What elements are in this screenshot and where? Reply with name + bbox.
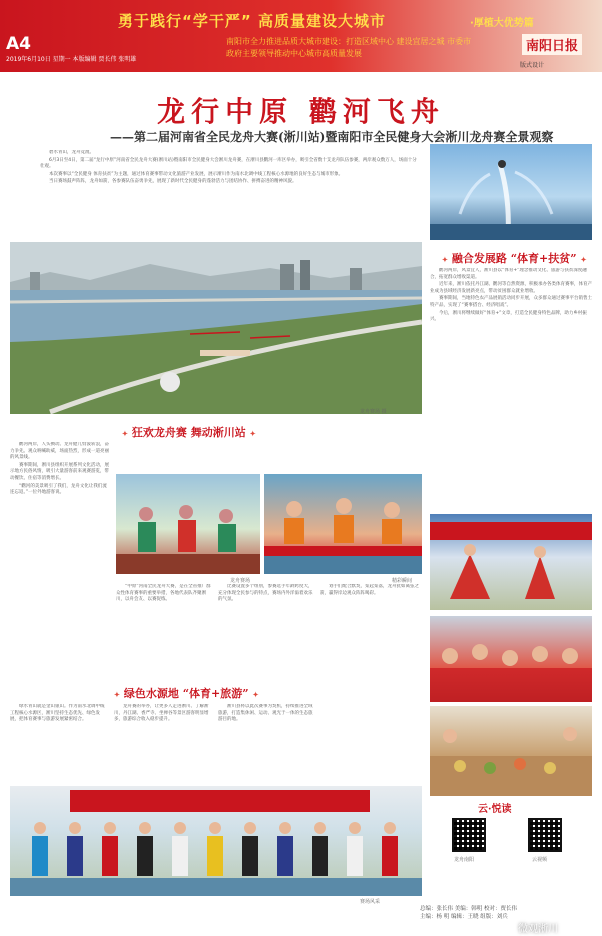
- athletes-illustration: [116, 474, 260, 574]
- carnival-paragraph: 鹳河两岸，人头攒动。龙舟健儿劈波斩浪，奋力争先。观众呐喊助威，场面热烈，形成一道亮丽的风景线。: [10, 442, 109, 461]
- page-subheadline: ——第二届河南省全民龙舟大赛(淅川站)暨南阳市全民健身大会淅川龙舟赛全景观察: [110, 130, 554, 144]
- integration-paragraph: 今后，淅川将继续做好“体育+”文章，打造全民健身特色品牌，助力乡村振兴。: [430, 310, 587, 323]
- decor-icon: ✦: [252, 690, 259, 699]
- section-title-carnival: ✦ 狂欢龙舟赛 舞动淅川站 ✦: [122, 426, 256, 439]
- masthead-tag: ·厚植大优势篇: [470, 18, 534, 29]
- mid-text-col1: [116, 584, 214, 676]
- rowers-photo: [264, 474, 422, 574]
- section-title-integration: ✦ 融合发展路 “体育+扶贫” ✦: [442, 252, 587, 265]
- integration-paragraph: 鹳河两岸，风景宜人，淅川县以“体育+”理念推动文化、旅游与扶贫深度融合，拓宽群众增收渠道。: [430, 268, 587, 280]
- carnival-paragraph: 赛事期间，淅川县组织开展系列文化活动，展示地方民俗风情，吸引大量游客前来观赛游览，带动餐饮、住宿等消费增长。: [10, 462, 109, 481]
- qr-code-right[interactable]: [528, 818, 562, 852]
- page-number: A4: [6, 34, 31, 54]
- integration-paragraph: 近年来，淅川依托丹江湖、鹳河等自然资源，积极承办各类体育赛事，体育产业成为县域经济发展新亮点，带动贫困群众就业增收。: [430, 282, 592, 294]
- rowers-illustration: [264, 474, 422, 574]
- newspaper-logo: 南阳日报: [522, 34, 582, 55]
- intro-lead: 碧水青山，龙舟竞渡。: [49, 150, 94, 155]
- athletes-credit: 龙舟赛场: [230, 578, 251, 584]
- carnival-text: [10, 442, 110, 652]
- masthead-subtext: 南阳市全力推进品质大城市建设：打造区域中心 建设宜居之城 市委市政府主要领导推动中心城市高质量发展: [226, 37, 472, 58]
- mid-paragraph: 比赛设置多个组别，参赛选手年龄跨度大，充分体现全民参与的特点，赛场内外洋溢着欢乐的气氛。: [218, 584, 313, 603]
- page-headline: 龙行中原 鹳河飞舟: [157, 95, 445, 128]
- qr-code-left[interactable]: [452, 818, 486, 852]
- masthead: [0, 0, 602, 72]
- decor-icon: ✦: [580, 255, 587, 264]
- section-title-cloud: 云·悦读: [478, 804, 512, 815]
- section-title-green: ✦ 绿色水源地 “体育+旅游” ✦: [114, 687, 259, 700]
- decor-icon: ✦: [249, 429, 256, 438]
- crowd-photo: [430, 616, 592, 702]
- team-credit: 赛场风采: [360, 899, 381, 905]
- panorama-photo: [10, 242, 422, 414]
- edition-label: 版式设计: [520, 62, 545, 69]
- green-paragraph: 绿水青山就是金山银山。作为南水北调中线工程核心水源区，淅川坚持生态优先、绿色发展，把体育赛事与旅游发展紧密结合。: [10, 704, 105, 723]
- team-photo: [10, 786, 422, 896]
- market-photo: [430, 706, 592, 796]
- river-scene-illustration: [10, 242, 422, 414]
- mid-paragraph: 划手们配合默契，桨起桨落，龙舟犹如离弦之箭，赢得岸边观众阵阵喝彩。: [320, 584, 419, 596]
- crowd-illustration: [430, 616, 592, 702]
- rowers-credit: 精彩瞬间: [392, 578, 413, 584]
- intro-paragraph: 本次赛事以“全民健身 体育扶贫”为主题，通过体育赛事带动文化旅游产业发展，展示淅川作为南水北调中线工程核心水源地的良好生态与城市形象。: [49, 171, 344, 177]
- mid-paragraph: “中原”河南全民龙舟大赛，是在全省推广群众性体育赛事的重要举措，各地代表队齐聚淅川，以舟会友、以赛促练。: [116, 584, 211, 603]
- green-paragraph: 淅川县将以此次赛事为契机，持续推进全域旅游，打造集休闲、运动、观光于一体的生态旅游目的地。: [218, 704, 313, 723]
- issue-meta: 2019年6月10日 星期一 本版编辑 贾长伟 张明雄: [6, 56, 137, 63]
- watermark: 微观淅川: [518, 924, 558, 935]
- integration-paragraph: 赛事期间，当地特色农产品展销活动同步开展，众多群众通过赛事平台销售土特产品，实现了“赛事搭台、经济唱戏”。: [430, 296, 592, 308]
- qr-right-label: 云视频: [532, 857, 548, 863]
- decor-icon: ✦: [114, 690, 120, 699]
- dance-illustration: [430, 514, 592, 610]
- intro-text: [40, 150, 420, 238]
- intro-paragraph: 6月3日至4日，第二届“龙行中原”河南省全民龙舟大赛(淅川站)暨南阳市全民健身大会淅川龙舟赛，在淅川县鹳河一库区举办，吸引全省数十支龙舟队伍参赛，两岸观众数万人，场面十分壮观。: [40, 157, 417, 170]
- athletes-photo: [116, 474, 260, 574]
- decor-icon: ✦: [442, 255, 448, 264]
- masthead-slogan: 勇于践行“学干严” 高质量建设大城市: [118, 12, 386, 30]
- team-illustration: [10, 786, 422, 896]
- mid-text-col3: [320, 584, 420, 676]
- footer-line: 总编：张长伟 美编：韩明 校对：贾长伟: [420, 906, 517, 912]
- footer-line: 主编：杨 明 编辑：王晓 组版：刘兵: [420, 914, 508, 920]
- green-paragraph: 龙舟赛的举办，让更多人走进淅川、了解淅川，丹江湖、香严寺、坐禅谷等景区游客明显增多，旅游综合收入稳步提升。: [114, 704, 209, 723]
- integration-text: [430, 268, 592, 508]
- mid-text-col2: [218, 584, 316, 676]
- intro-paragraph: 当日赛场鼓声阵阵，龙舟如箭，各参赛队伍奋勇争先，展现了新时代全民健身的蓬勃活力与团结协作、拼搏奋进的精神风貌。: [49, 179, 297, 185]
- footer-credits: [420, 905, 517, 921]
- water-jet-illustration: [430, 144, 592, 240]
- dance-photo: [430, 514, 592, 610]
- carnival-paragraph: “鹳河的美景吸引了我们，龙舟文化让我们流连忘返。”一位外地游客说。: [10, 483, 107, 496]
- green-text: [10, 704, 420, 784]
- water-show-photo: [430, 144, 592, 240]
- market-illustration: [430, 706, 592, 796]
- team-members: [32, 822, 398, 876]
- panorama-credit: 龙舟赛场 摄: [360, 409, 387, 415]
- qr-left-label: 龙舟南阳: [454, 857, 475, 863]
- decor-icon: ✦: [122, 429, 128, 438]
